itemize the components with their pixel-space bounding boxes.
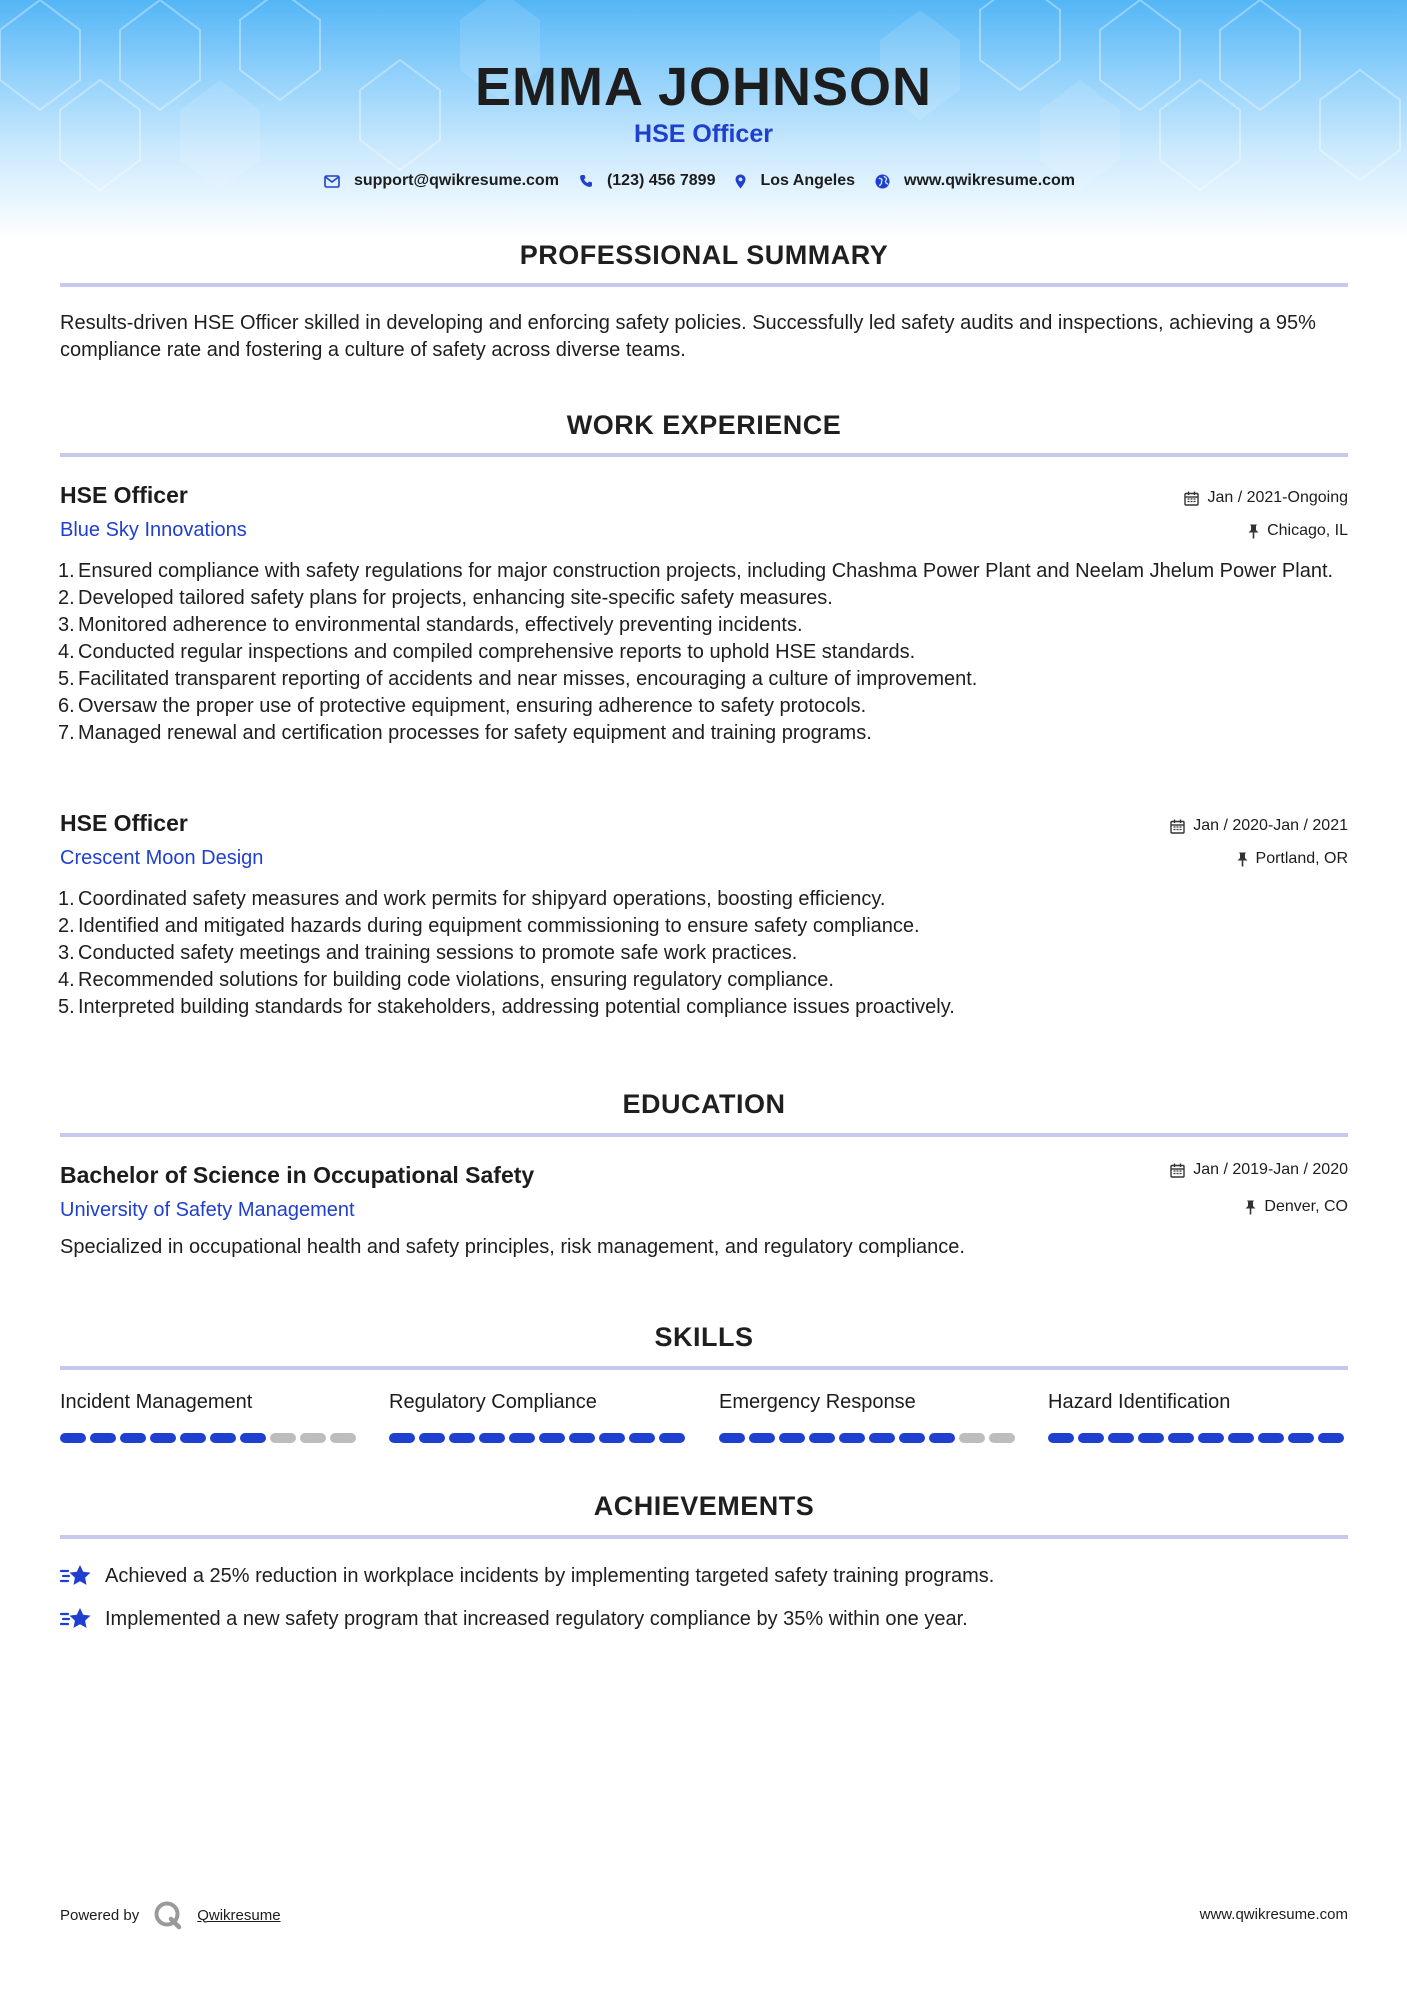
list-item: 2. Identified and mitigated hazards during equipment commissioning to ensure safety compliance. <box>58 915 920 937</box>
skill-dot-filled <box>389 1433 415 1443</box>
achievement-text: Achieved a 25% reduction in workplace incidents by implementing targeted safety training programs. <box>105 1564 995 1587</box>
skill-emergency-response <box>719 1391 1019 1443</box>
degree-title: Bachelor of Science in Occupational Safety <box>60 1162 535 1188</box>
skill-dot-filled <box>90 1433 116 1443</box>
calendar-icon <box>1184 491 1199 506</box>
company-name: Blue Sky Innovations <box>60 519 247 541</box>
list-item: 5. Interpreted building standards for stakeholders, addressing potential compliance issues proactively. <box>58 996 955 1018</box>
skill-dot-filled <box>809 1433 835 1443</box>
skill-dot-filled <box>449 1433 475 1443</box>
skill-dot-filled <box>1318 1433 1344 1443</box>
contact-email[interactable] <box>324 172 559 190</box>
skill-dot-filled <box>569 1433 595 1443</box>
education-description: Specialized in occupational health and safety principles, risk management, and regulatory compliance. <box>60 1236 965 1258</box>
star-award-icon <box>60 1563 93 1589</box>
job-dates-text: Jan / 2021-Ongoing <box>1207 489 1348 506</box>
skill-hazard-identification <box>1048 1391 1348 1443</box>
skill-dot-filled <box>60 1433 86 1443</box>
skill-incident-management <box>60 1391 360 1443</box>
skill-dot-empty <box>330 1433 356 1443</box>
education-dates <box>1170 1161 1348 1179</box>
skill-dot-filled <box>659 1433 685 1443</box>
education-divider <box>60 1133 1348 1137</box>
skill-dot-filled <box>1168 1433 1194 1443</box>
skill-dot-filled <box>240 1433 266 1443</box>
list-item: 4. Conducted regular inspections and compiled comprehensive reports to uphold HSE standards. <box>58 641 916 663</box>
job-title: HSE Officer <box>60 810 188 836</box>
summary-divider <box>60 283 1348 287</box>
skill-dot-filled <box>749 1433 775 1443</box>
skill-dot-filled <box>210 1433 236 1443</box>
skill-dot-filled <box>180 1433 206 1443</box>
candidate-role: HSE Officer <box>634 120 773 148</box>
skill-dot-filled <box>120 1433 146 1443</box>
skill-dot-empty <box>300 1433 326 1443</box>
experience-heading: WORK EXPERIENCE <box>566 410 842 440</box>
education-heading: EDUCATION <box>622 1089 786 1119</box>
skill-dot-filled <box>509 1433 535 1443</box>
skill-dot-filled <box>629 1433 655 1443</box>
list-item: 2. Developed tailored safety plans for projects, enhancing site-specific safety measures. <box>58 587 833 609</box>
education-location <box>1245 1198 1348 1216</box>
skill-dot-filled <box>1228 1433 1254 1443</box>
job-dates <box>1170 817 1348 835</box>
skill-dot-filled <box>1288 1433 1314 1443</box>
skill-dot-filled <box>1078 1433 1104 1443</box>
skill-dot-filled <box>869 1433 895 1443</box>
list-item: 3. Monitored adherence to environmental standards, effectively preventing incidents. <box>58 614 803 636</box>
job-responsibilities <box>58 886 1350 1021</box>
list-item: 4. Recommended solutions for building code violations, ensuring regulatory compliance. <box>58 969 834 991</box>
skill-dot-filled <box>419 1433 445 1443</box>
phone-icon <box>579 174 593 188</box>
education-location-text: Denver, CO <box>1264 1198 1348 1215</box>
skill-dot-filled <box>839 1433 865 1443</box>
pushpin-icon <box>1237 852 1248 867</box>
skill-label: Emergency Response <box>719 1391 916 1413</box>
skills-heading: SKILLS <box>654 1322 754 1352</box>
job-dates-text: Jan / 2020-Jan / 2021 <box>1193 817 1348 834</box>
company-name: Crescent Moon Design <box>60 847 264 869</box>
map-pin-icon <box>735 174 746 189</box>
powered-by-label: Powered by <box>60 1906 140 1924</box>
website-text: www.qwikresume.com <box>904 172 1076 189</box>
phone-text: (123) 456 7899 <box>606 172 716 189</box>
list-item: 1. Ensured compliance with safety regulations for major construction projects, including Chashma Power Plant and Neelam Jhelum Power Plant. <box>58 560 1334 582</box>
list-item: 5. Facilitated transparent reporting of accidents and near misses, encouraging a culture of improvement. <box>58 668 978 690</box>
education-dates-text: Jan / 2019-Jan / 2020 <box>1193 1161 1348 1178</box>
envelope-icon <box>324 175 340 188</box>
skill-dot-filled <box>719 1433 745 1443</box>
skill-label: Regulatory Compliance <box>389 1391 597 1413</box>
star-award-icon <box>60 1606 93 1632</box>
achievement-item <box>60 1563 994 1589</box>
list-item: 1. Coordinated safety measures and work permits for shipyard operations, boosting efficiency. <box>58 888 886 910</box>
footer-brand-link[interactable]: Qwikresume <box>197 1906 281 1924</box>
job-dates <box>1184 489 1348 507</box>
skill-rating <box>60 1433 360 1443</box>
skill-dot-filled <box>1108 1433 1134 1443</box>
skill-dot-filled <box>150 1433 176 1443</box>
pushpin-icon <box>1248 524 1259 539</box>
skill-dot-filled <box>1138 1433 1164 1443</box>
summary-heading: PROFESSIONAL SUMMARY <box>519 240 889 270</box>
footer-website-link[interactable]: www.qwikresume.com <box>1199 1906 1348 1923</box>
calendar-icon <box>1170 1163 1185 1178</box>
contact-phone[interactable] <box>579 172 716 190</box>
school-name: University of Safety Management <box>60 1199 355 1221</box>
achievements-heading: ACHIEVEMENTS <box>593 1491 815 1521</box>
skill-dot-filled <box>1048 1433 1074 1443</box>
contact-website[interactable] <box>875 172 1075 190</box>
job-location-text: Chicago, IL <box>1267 522 1348 539</box>
achievement-item <box>60 1606 968 1632</box>
skill-dot-filled <box>539 1433 565 1443</box>
skill-rating <box>1048 1433 1348 1443</box>
list-item: 7. Managed renewal and certification processes for safety equipment and training programs. <box>58 722 872 744</box>
achievement-text: Implemented a new safety program that increased regulatory compliance by 35% within one year. <box>105 1607 968 1630</box>
skill-label: Incident Management <box>60 1391 253 1413</box>
skill-dot-empty <box>959 1433 985 1443</box>
skill-dot-empty <box>270 1433 296 1443</box>
skill-dot-filled <box>929 1433 955 1443</box>
skills-divider <box>60 1366 1348 1370</box>
skill-rating <box>389 1433 689 1443</box>
job-location-text: Portland, OR <box>1255 850 1348 867</box>
globe-icon <box>875 174 890 189</box>
job-title: HSE Officer <box>60 482 188 508</box>
qwikresume-logo-icon <box>153 1900 183 1930</box>
skill-rating <box>719 1433 1019 1443</box>
job-responsibilities <box>58 558 1350 747</box>
contact-bar <box>0 172 1407 190</box>
list-item: 3. Conducted safety meetings and training sessions to promote safe work practices. <box>58 942 798 964</box>
achievements-divider <box>60 1535 1348 1539</box>
email-text: support@qwikresume.com <box>353 172 559 189</box>
footer-powered-by <box>60 1900 281 1930</box>
skill-dot-filled <box>1258 1433 1284 1443</box>
summary-text: Results-driven HSE Officer skilled in developing and enforcing safety policies. Successfully led safety audits and inspections, achieving a 95% compliance rate and fostering a culture of safety across diverse teams. <box>60 312 1316 361</box>
pushpin-icon <box>1245 1200 1256 1215</box>
experience-divider <box>60 453 1348 457</box>
list-item: 6. Oversaw the proper use of protective equipment, ensuring adherence to safety protocols. <box>58 695 867 717</box>
job-location <box>1248 522 1348 540</box>
calendar-icon <box>1170 819 1185 834</box>
candidate-name: EMMA JOHNSON <box>474 57 933 117</box>
job-location <box>1237 850 1348 868</box>
skill-dot-filled <box>899 1433 925 1443</box>
skill-dot-filled <box>479 1433 505 1443</box>
skill-label: Hazard Identification <box>1048 1391 1231 1413</box>
skill-regulatory-compliance <box>389 1391 689 1443</box>
contact-location <box>735 172 855 190</box>
skill-dot-filled <box>779 1433 805 1443</box>
skill-dot-filled <box>1198 1433 1224 1443</box>
skill-dot-filled <box>599 1433 625 1443</box>
location-text: Los Angeles <box>760 172 856 189</box>
skill-dot-empty <box>989 1433 1015 1443</box>
